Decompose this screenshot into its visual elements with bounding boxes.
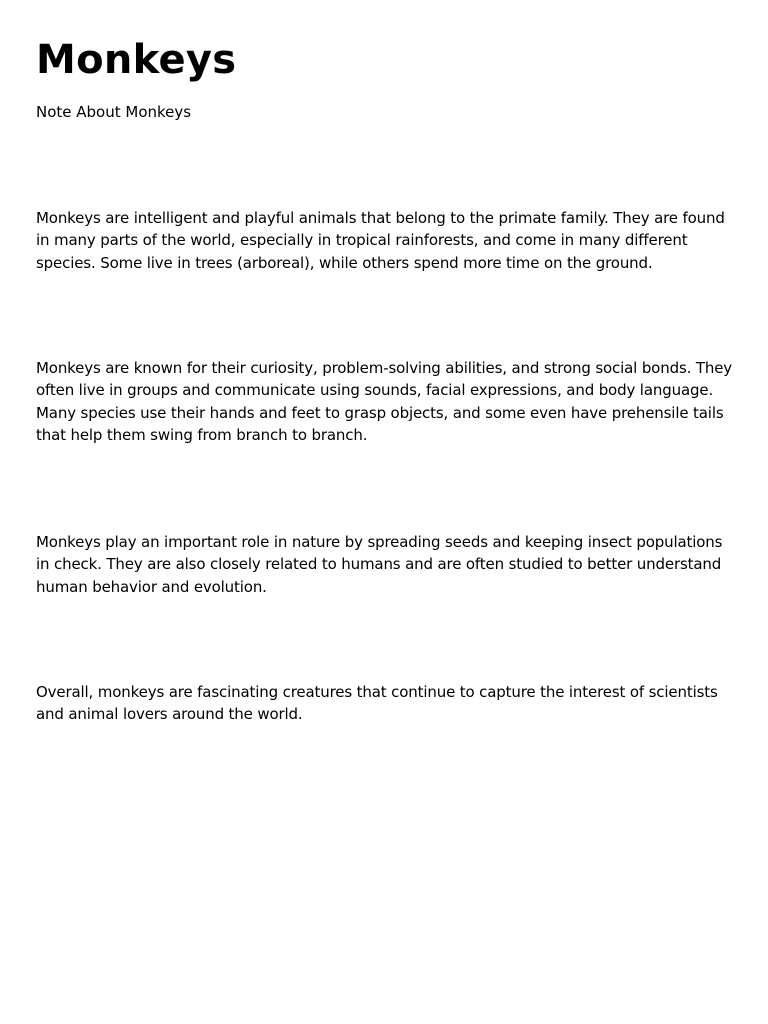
paragraph-conclusion: Overall, monkeys are fascinating creatures that continue to capture the interest of scientists and animal lovers around the world.: [36, 683, 718, 724]
page-title: Monkeys: [36, 37, 237, 83]
paragraph-behavior: Monkeys are known for their curiosity, problem-solving abilities, and strong social bonds. They often live in groups and communicate using sounds, facial expressions, and body language. Many species use their hands and feet to grasp objects, and some even have prehensile tails that help them swing from branch to branch.: [36, 359, 733, 445]
paragraph-introduction: Monkeys are intelligent and playful animals that belong to the primate family. They are found in many parts of the world, especially in tropical rainforests, and come in many different species. Some live in trees (arboreal), while others spend more time on the ground.: [36, 209, 725, 272]
paragraph-ecology: Monkeys play an important role in nature by spreading seeds and keeping insect populations in check. They are also closely related to humans and are often studied to better understand human behavior and evolution.: [36, 533, 723, 596]
page-subtitle: Note About Monkeys: [36, 103, 192, 121]
